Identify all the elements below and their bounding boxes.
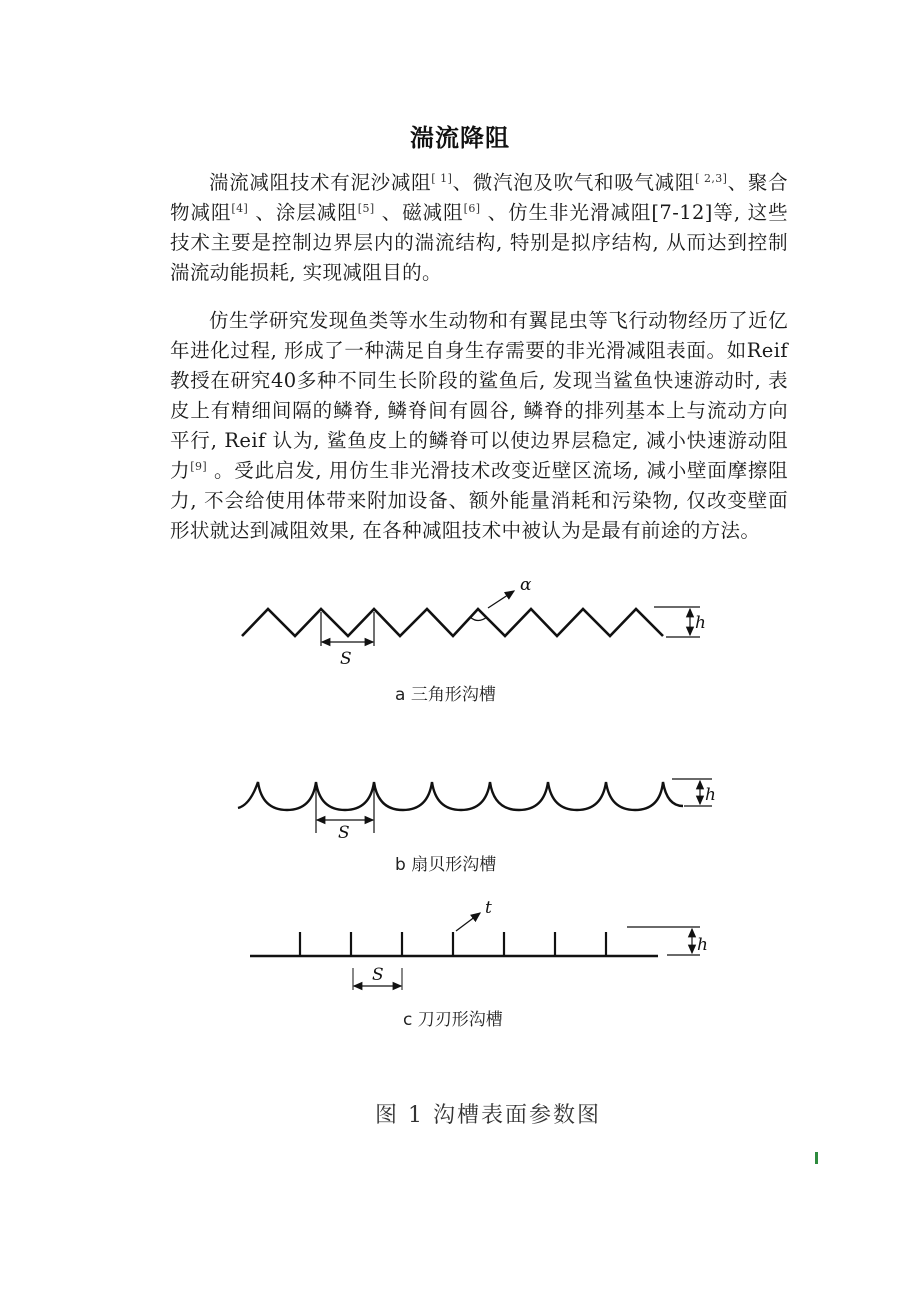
- label-s-c: S: [372, 965, 384, 985]
- triangular-groove-diagram: [242, 591, 700, 646]
- figure-title: 图 1 沟槽表面参数图: [375, 1103, 601, 1128]
- paragraph-text: 、仿生非光滑减阻[7-12]等, 这些技术主要是控制边界层内的湍流结构, 特别是拟序结构, 从而达到控制湍流动能损耗, 实现减阻目的。: [170, 201, 789, 284]
- blade-groove-diagram: [250, 913, 700, 990]
- paragraph-text: 。受此启发, 用仿生非光滑技术改变近壁区流场, 减小壁面摩擦阻力, 不会给使用体带来附加设备、额外能量消耗和污染物, 仅改变壁面形状就达到减阻效果, 在各种减阻技术中被认为是最有前途的方法。: [170, 459, 789, 542]
- label-alpha: α: [520, 575, 532, 595]
- citation-ref: [5]: [357, 202, 375, 215]
- caption-blade-groove: c 刀刃形沟槽: [403, 1010, 503, 1030]
- page-edge-mark: [815, 1152, 818, 1164]
- paragraph-text: 、聚合物减阻: [170, 171, 788, 224]
- citation-ref: [9]: [190, 460, 208, 473]
- citation-ref: [ 1]: [431, 172, 453, 185]
- citation-ref: [ 2,3]: [695, 172, 728, 185]
- paragraph-text: 、涂层减阻: [248, 201, 358, 224]
- citation-ref: [4]: [231, 202, 249, 215]
- paragraph-text: 湍流减阻技术有泥沙减阻: [209, 171, 432, 194]
- label-h-b: h: [705, 785, 716, 805]
- label-h-a: h: [695, 613, 706, 633]
- paragraph-text: 、磁减阻: [374, 201, 464, 224]
- citation-ref: [6]: [463, 202, 481, 215]
- paragraph-text: 、微汽泡及吹气和吸气减阻: [452, 171, 696, 194]
- document-title: 湍流降阻: [410, 124, 510, 152]
- label-h-c: h: [697, 935, 708, 955]
- label-t: t: [485, 898, 492, 918]
- label-s-a: S: [340, 649, 352, 669]
- scallop-groove-diagram: [238, 782, 683, 810]
- label-s-b: S: [338, 823, 350, 843]
- caption-scallop-groove: b 扇贝形沟槽: [395, 855, 497, 875]
- caption-triangular-groove: a 三角形沟槽: [395, 685, 496, 705]
- paragraph-text: 仿生学研究发现鱼类等水生动物和有翼昆虫等飞行动物经历了近亿年进化过程, 形成了一种满足自身生存需要的非光滑减阻表面。如Reif 教授在研究40多种不同生长阶段的鲨鱼后, 发现当鲨鱼快速游动时, 表皮上有精细间隔的鳞脊, 鳞脊间有圆谷, 鳞脊的排列基本上与流动方向平行, Reif 认为, 鲨鱼皮上的鳞脊可以使边界层稳定, 减小快速游动阻力: [170, 309, 788, 482]
